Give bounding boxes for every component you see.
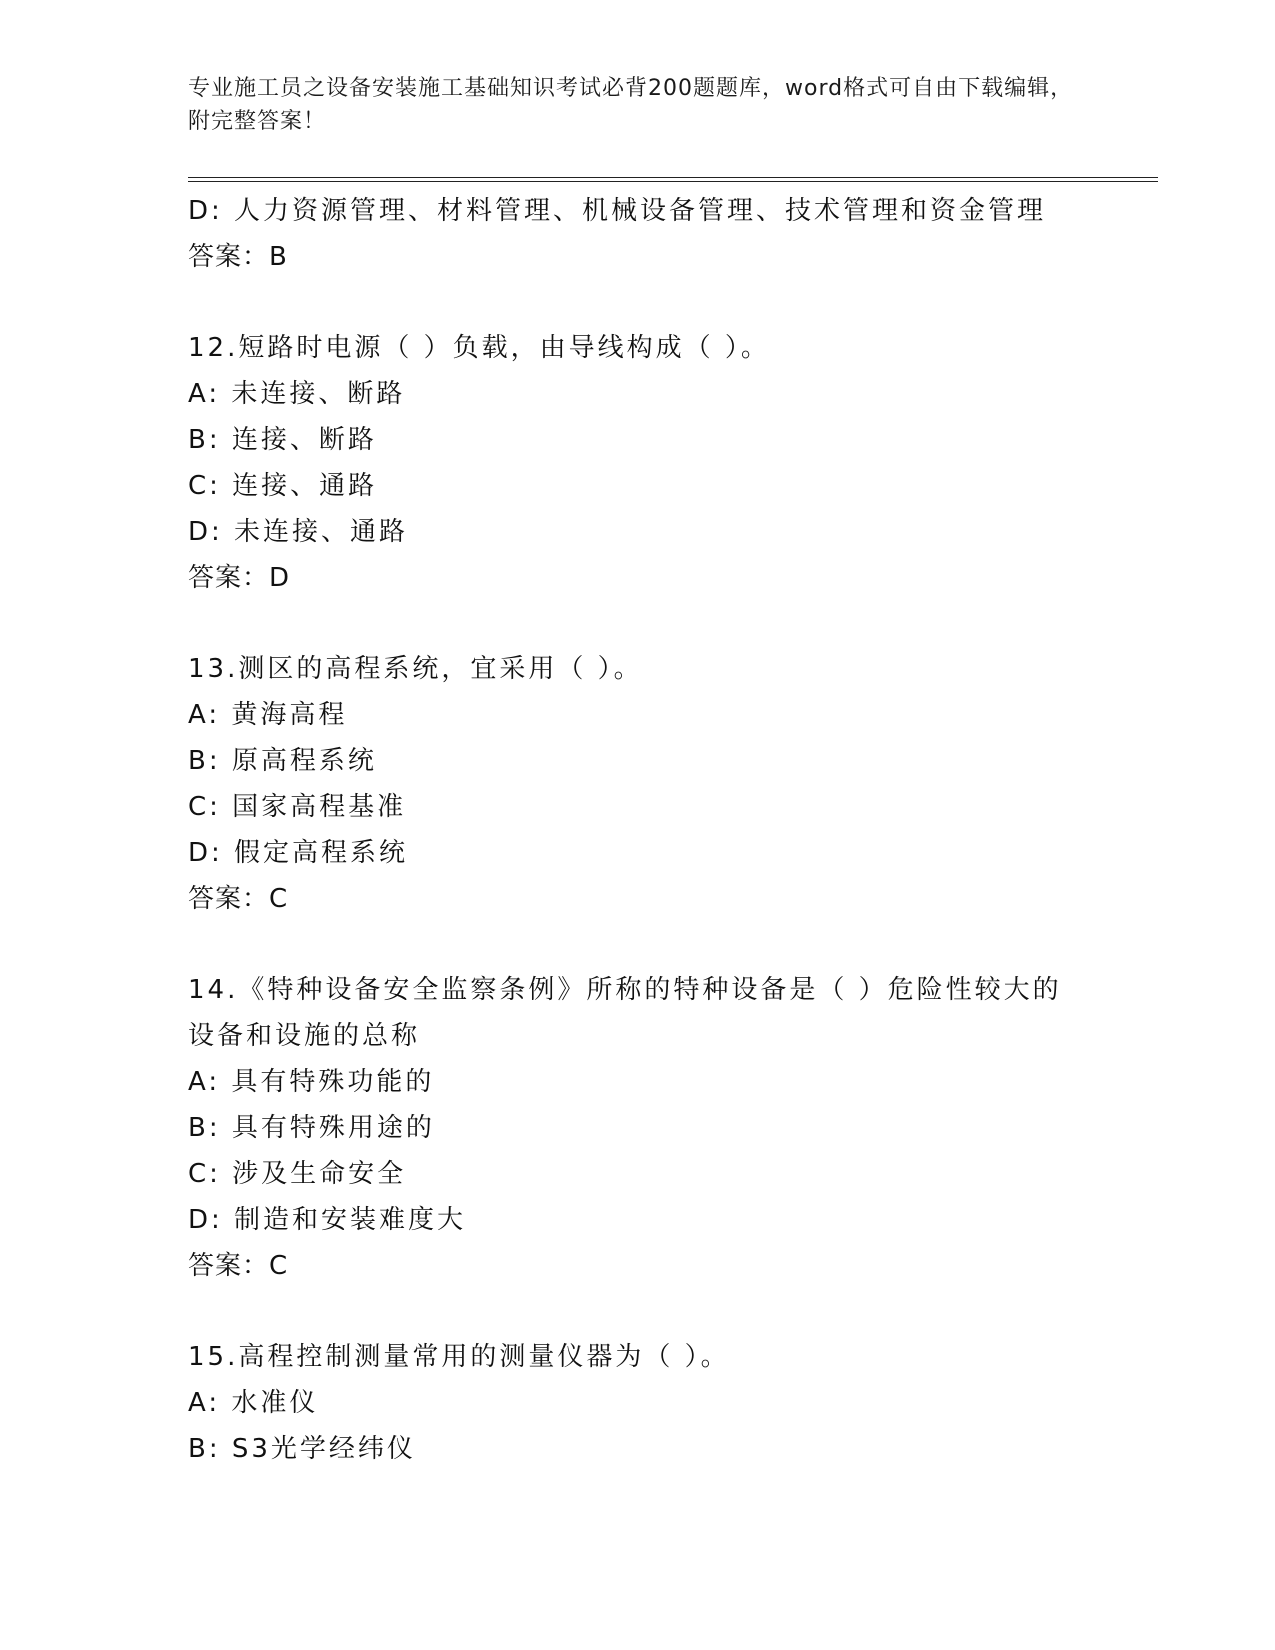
question-text: 15.高程控制测量常用的测量仪器为（ ）。 [188, 1342, 730, 1372]
option-d: D: 假定高程系统 [188, 838, 409, 868]
question-block [188, 1334, 1148, 1472]
option-c: C: 涉及生命安全 [188, 1159, 407, 1189]
answer-line: 答案：C [188, 1251, 289, 1281]
option-a: A: 水准仪 [188, 1388, 319, 1418]
question-text: 14.《特种设备安全监察条例》所称的特种设备是（ ）危险性较大的设备和设施的总称 [188, 975, 1062, 1051]
answer-line: 答案：D [188, 563, 291, 593]
question-block [188, 325, 1148, 601]
option-c: C: 国家高程基准 [188, 792, 407, 822]
header-divider-secondary [188, 181, 1158, 182]
question-list [188, 188, 1148, 1472]
option-a: A: 黄海高程 [188, 700, 348, 730]
question-text: 12.短路时电源（ ）负载，由导线构成（ ）。 [188, 333, 770, 363]
header-divider [188, 177, 1158, 178]
question-block [188, 646, 1148, 922]
option-d: D: 未连接、通路 [188, 517, 409, 547]
option-b: B: S3光学经纬仪 [188, 1434, 416, 1464]
option-b: B: 连接、断路 [188, 425, 377, 455]
question-block [188, 967, 1148, 1289]
option-b: B: 具有特殊用途的 [188, 1113, 435, 1143]
option-a: A: 具有特殊功能的 [188, 1067, 435, 1097]
question-text: 13.测区的高程系统，宜采用（ ）。 [188, 654, 643, 684]
answer-line: 答案：B [188, 242, 288, 272]
option-d: D: 制造和安装难度大 [188, 1205, 467, 1235]
option-c: C: 连接、通路 [188, 471, 378, 501]
option-d: D: 人力资源管理、材料管理、机械设备管理、技术管理和资金管理 [188, 196, 1047, 226]
answer-line: 答案：C [188, 884, 289, 914]
document-header: 专业施工员之设备安装施工基础知识考试必背200题题库，word格式可自由下载编辑，附完整答案！ [188, 76, 1074, 134]
option-b: B: 原高程系统 [188, 746, 377, 776]
option-a: A: 未连接、断路 [188, 379, 406, 409]
